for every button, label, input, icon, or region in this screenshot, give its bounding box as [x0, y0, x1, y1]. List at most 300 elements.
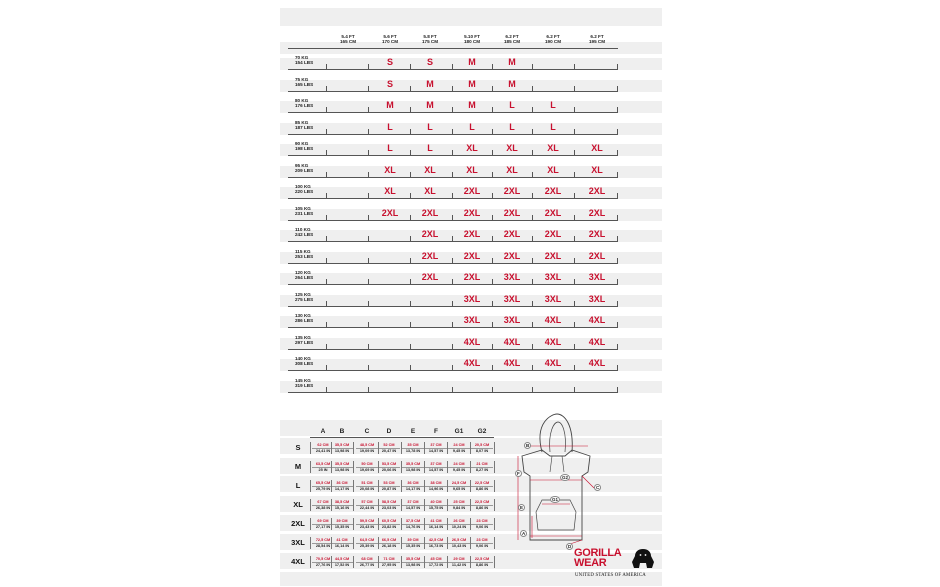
- measure-cm: 65,5 CM: [315, 481, 331, 485]
- measure-cm: 44,5 CM: [334, 557, 350, 561]
- column-tick: [368, 150, 369, 156]
- size-cell: S: [386, 78, 393, 89]
- weight-kg: 130 KG: [295, 313, 311, 318]
- measure-in: 26,38 IN: [312, 505, 334, 511]
- measure-cm: 37 CM: [430, 462, 442, 466]
- size-cell: 2XL: [421, 207, 439, 218]
- measure-in: 20,47 IN: [378, 448, 400, 454]
- weight-label: [295, 249, 313, 260]
- size-cell: L: [509, 100, 515, 110]
- column-tick: [617, 64, 618, 70]
- measure-cm: 60,5 CM: [381, 519, 397, 523]
- diagram-label: G2: [562, 475, 569, 480]
- column-tick: [574, 150, 575, 156]
- size-cell: XL: [547, 164, 559, 175]
- row-rule: [288, 91, 618, 92]
- column-tick: [617, 107, 618, 113]
- measure-cm: 35,5 CM: [334, 443, 350, 447]
- weight-label: [295, 227, 313, 238]
- size-cell: M: [468, 57, 476, 67]
- measure-cm: 35,5 CM: [334, 462, 350, 466]
- height-ft: 5.10 FT: [464, 34, 480, 39]
- row-rule: [288, 134, 618, 135]
- measure-cell: [378, 538, 400, 549]
- row-rule: [288, 241, 618, 242]
- measure-cm: 64,5 CM: [359, 538, 375, 542]
- column-tick: [617, 322, 618, 328]
- size-cell: 2XL: [544, 186, 562, 196]
- column-tick: [574, 365, 575, 371]
- row-stripe: [280, 8, 662, 26]
- weight-label: [295, 184, 313, 195]
- measure-cm: 35,5 CM: [405, 557, 421, 561]
- size-cell: 2XL: [503, 186, 521, 196]
- size-cell: 2XL: [463, 250, 481, 261]
- measure-cell: [356, 481, 378, 492]
- column-tick: [410, 344, 411, 350]
- measure-cm: 38 CM: [430, 481, 442, 485]
- column-tick: [574, 172, 575, 178]
- measure-cell: [471, 443, 493, 454]
- measure-header: F: [434, 428, 438, 435]
- measure-cell: [448, 443, 470, 454]
- column-tick: [368, 129, 369, 135]
- column-tick: [326, 236, 327, 242]
- measure-size: M: [294, 462, 302, 471]
- measure-cm: 22,5 CM: [474, 557, 490, 561]
- measure-in: 22,44 IN: [356, 505, 378, 511]
- measure-cell: [471, 500, 493, 511]
- measure-separator: [331, 461, 332, 473]
- measure-in: 13,78 IN: [402, 448, 424, 454]
- measure-separator: [494, 556, 495, 568]
- size-cell: 2XL: [588, 186, 606, 196]
- measure-cm: 67 CM: [317, 500, 329, 504]
- measure-separator: [401, 518, 402, 530]
- measure-cm: 37 CM: [407, 500, 419, 504]
- measure-cell: [402, 462, 424, 473]
- size-cell: 4XL: [544, 315, 562, 325]
- size-cell: M: [426, 100, 434, 110]
- column-tick: [617, 215, 618, 221]
- weight-kg: 120 KG: [295, 270, 311, 275]
- column-tick: [368, 322, 369, 328]
- column-tick: [326, 322, 327, 328]
- column-tick: [617, 387, 618, 393]
- weight-kg: 105 KG: [295, 205, 311, 211]
- weight-lbs: 275 LBS: [295, 296, 314, 302]
- measure-size: S: [295, 443, 301, 452]
- size-cell: 2XL: [588, 250, 606, 261]
- measure-cell: [425, 538, 447, 549]
- height-ft: 5.4 FT: [341, 34, 355, 39]
- measure-cell: [331, 519, 353, 530]
- column-tick: [368, 344, 369, 350]
- measure-cm: 59,5 CM: [359, 519, 375, 523]
- size-cell: XL: [384, 164, 396, 175]
- column-tick: [617, 236, 618, 242]
- weight-lbs: 242 LBS: [295, 232, 314, 238]
- weight-label: [295, 270, 313, 281]
- row-rule: [288, 370, 618, 371]
- size-cell: L: [427, 143, 433, 153]
- size-cell: 2XL: [463, 186, 481, 196]
- column-tick: [574, 86, 575, 92]
- size-cell: 2XL: [421, 250, 439, 261]
- size-cell: 2XL: [381, 207, 399, 218]
- measure-cm: 36 CM: [336, 481, 348, 485]
- column-tick: [574, 322, 575, 328]
- row-rule: [288, 263, 618, 264]
- measure-header: B: [339, 428, 345, 435]
- column-tick: [368, 258, 369, 264]
- measure-cm: 66,5 CM: [381, 538, 397, 542]
- measure-cm: 41 CM: [430, 519, 442, 523]
- column-tick: [410, 322, 411, 328]
- measure-in: 20,87 IN: [378, 486, 400, 492]
- measure-cm: 53 CM: [383, 481, 395, 485]
- measure-cm: 20,5 CM: [474, 443, 490, 447]
- size-cell: L: [427, 121, 433, 132]
- measure-in: 11,42 IN: [448, 562, 470, 568]
- measure-in: 25,79 IN: [312, 486, 334, 492]
- diagram-label: G1: [552, 497, 559, 502]
- height-cm: 165 CM: [339, 39, 357, 45]
- measure-in: 25,39 IN: [356, 543, 378, 549]
- size-cell: S: [386, 57, 393, 67]
- weight-kg: 90 KG: [295, 141, 309, 146]
- column-tick: [326, 387, 327, 393]
- measure-header: G2: [477, 428, 487, 435]
- height-cm: 190 CM: [544, 39, 562, 45]
- measure-separator: [470, 518, 471, 530]
- size-cell: M: [386, 100, 394, 110]
- measure-cm: 26 CM: [453, 519, 465, 523]
- measure-separator: [424, 518, 425, 530]
- measure-separator: [353, 518, 354, 530]
- measure-header: G1: [454, 428, 464, 435]
- measure-cell: [425, 519, 447, 530]
- measure-cell: [331, 557, 353, 568]
- weight-lbs: 253 LBS: [295, 253, 314, 259]
- measure-in: 9,06 IN: [471, 524, 493, 530]
- measure-cell: [425, 481, 447, 492]
- measure-in: 19,09 IN: [356, 448, 378, 454]
- measure-cell: [356, 519, 378, 530]
- row-rule: [288, 306, 618, 307]
- column-tick: [368, 172, 369, 178]
- measure-cell: [331, 443, 353, 454]
- size-cell: 2XL: [463, 272, 481, 282]
- row-rule: [288, 392, 618, 393]
- height-header: [452, 34, 492, 44]
- size-cell: 4XL: [588, 336, 606, 347]
- height-header: [577, 34, 617, 44]
- height-cm: 195 CM: [588, 39, 606, 45]
- diagram-label: B: [526, 443, 530, 448]
- size-cell: 4XL: [544, 358, 562, 368]
- measure-cm: 37 CM: [430, 443, 442, 447]
- row-rule: [288, 284, 618, 285]
- column-tick: [452, 387, 453, 393]
- measure-in: 19,69 IN: [356, 467, 378, 473]
- measure-separator: [310, 499, 311, 511]
- measure-cm: 24 CM: [453, 443, 465, 447]
- measure-separator: [331, 442, 332, 454]
- measure-in: 8,86 IN: [471, 486, 493, 492]
- measure-cell: [448, 462, 470, 473]
- measure-cell: [425, 462, 447, 473]
- size-cell: M: [426, 78, 434, 89]
- measure-separator: [401, 499, 402, 511]
- column-tick: [574, 236, 575, 242]
- column-tick: [368, 236, 369, 242]
- size-cell: XL: [384, 186, 396, 196]
- column-tick: [617, 86, 618, 92]
- weight-lbs: 176 LBS: [295, 103, 314, 109]
- measure-separator: [401, 442, 402, 454]
- column-tick: [326, 150, 327, 156]
- column-tick: [326, 365, 327, 371]
- measure-cm: 38,5 CM: [334, 500, 350, 504]
- measure-in: 17,72 IN: [425, 562, 447, 568]
- measure-cell: [356, 538, 378, 549]
- row-rule: [288, 327, 618, 328]
- measure-cm: 25 CM: [453, 500, 465, 504]
- size-cell: 2XL: [544, 250, 562, 261]
- size-cell: M: [468, 78, 476, 89]
- size-cell: 2XL: [588, 229, 606, 239]
- measure-separator: [494, 537, 495, 549]
- column-tick: [368, 301, 369, 307]
- size-cell: 2XL: [503, 229, 521, 239]
- logo-subtitle: UNITED STATES OF AMERICA: [575, 573, 646, 578]
- size-cell: XL: [424, 164, 436, 175]
- measure-cell: [448, 519, 470, 530]
- measure-in: 23,82 IN: [378, 524, 400, 530]
- measure-in: 25 IN: [312, 467, 334, 473]
- column-tick: [326, 279, 327, 285]
- measure-in: 15,75 IN: [425, 505, 447, 511]
- measure-separator: [331, 499, 332, 511]
- measure-cell: [356, 443, 378, 454]
- measure-separator: [378, 556, 379, 568]
- height-cm: 175 CM: [421, 39, 439, 45]
- measure-cell: [331, 462, 353, 473]
- measure-in: 13,98 IN: [402, 562, 424, 568]
- measure-in: 9,84 IN: [448, 505, 470, 511]
- height-header: [533, 34, 573, 44]
- size-cell: M: [508, 57, 516, 67]
- weight-label: [295, 292, 313, 303]
- measure-separator: [353, 442, 354, 454]
- measure-cell: [471, 481, 493, 492]
- measure-separator: [353, 480, 354, 492]
- logo-line-1: GORILLA: [574, 547, 622, 559]
- height-ft: 6.2 FT: [590, 34, 604, 39]
- measure-in: 27,17 IN: [312, 524, 334, 530]
- measure-in: 13,98 IN: [331, 448, 353, 454]
- measure-cm: 48,5 CM: [359, 443, 375, 447]
- height-cm: 185 CM: [503, 39, 521, 45]
- measure-separator: [470, 442, 471, 454]
- weight-kg: 70 KG: [295, 55, 309, 60]
- measure-cm: 22,5 CM: [474, 500, 490, 504]
- weight-lbs: 198 LBS: [295, 146, 314, 152]
- measure-cell: [356, 500, 378, 511]
- measure-separator: [424, 480, 425, 492]
- measure-in: 8,07 IN: [471, 448, 493, 454]
- column-tick: [574, 279, 575, 285]
- column-tick: [410, 301, 411, 307]
- column-tick: [368, 107, 369, 113]
- weight-lbs: 319 LBS: [295, 382, 314, 388]
- height-header: [370, 34, 410, 44]
- measure-cell: [402, 557, 424, 568]
- measure-in: 10,24 IN: [448, 524, 470, 530]
- weight-kg: 110 KG: [295, 227, 311, 232]
- measure-in: 14,57 IN: [425, 467, 447, 473]
- size-cell: 2XL: [544, 229, 562, 239]
- measure-separator: [310, 461, 311, 473]
- measure-cm: 35 CM: [407, 443, 419, 447]
- measure-in: 9,06 IN: [471, 543, 493, 549]
- weight-label: [295, 206, 313, 217]
- measure-cell: [331, 500, 353, 511]
- hoodie-outline-icon: [512, 412, 640, 548]
- weight-kg: 145 KG: [295, 377, 311, 383]
- measure-separator: [424, 556, 425, 568]
- weight-label: [295, 335, 313, 346]
- measure-separator: [378, 537, 379, 549]
- measure-cm: 40 CM: [430, 500, 442, 504]
- measure-cm: 24 CM: [453, 462, 465, 466]
- diagram-label: D: [568, 544, 572, 549]
- measure-cell: [356, 557, 378, 568]
- height-header: [328, 34, 368, 44]
- size-cell: XL: [466, 164, 478, 175]
- size-cell: 4XL: [588, 315, 606, 325]
- column-tick: [617, 129, 618, 135]
- size-cell: L: [550, 100, 556, 110]
- measure-cell: [402, 443, 424, 454]
- measure-in: 10,43 IN: [448, 543, 470, 549]
- weight-lbs: 220 LBS: [295, 189, 314, 195]
- measure-in: 16,14 IN: [425, 524, 447, 530]
- size-cell: M: [468, 100, 476, 110]
- measure-cm: 58,5 CM: [381, 500, 397, 504]
- measure-separator: [378, 499, 379, 511]
- measure-separator: [447, 499, 448, 511]
- measure-separator: [378, 442, 379, 454]
- size-cell: 3XL: [544, 272, 562, 282]
- size-cell: XL: [591, 143, 603, 153]
- weight-kg: 80 KG: [295, 98, 309, 103]
- measure-separator: [310, 537, 311, 549]
- measure-separator: [401, 480, 402, 492]
- column-tick: [326, 86, 327, 92]
- measure-in: 23,43 IN: [356, 524, 378, 530]
- measure-separator: [401, 556, 402, 568]
- measure-in: 16,73 IN: [425, 543, 447, 549]
- weight-label: [295, 313, 313, 324]
- column-tick: [326, 344, 327, 350]
- size-cell: L: [469, 121, 475, 132]
- measure-in: 14,76 IN: [402, 524, 424, 530]
- measure-cm: 21 CM: [476, 462, 488, 466]
- brand-logo: [574, 548, 658, 584]
- measure-in: 27,95 IN: [378, 562, 400, 568]
- measure-cm: 24,5 CM: [451, 481, 467, 485]
- measure-cm: 57 CM: [361, 500, 373, 504]
- measure-cell: [331, 481, 353, 492]
- size-cell: 2XL: [544, 207, 562, 218]
- row-rule: [288, 112, 618, 113]
- weight-lbs: 187 LBS: [295, 124, 314, 130]
- measure-cm: 50 CM: [361, 462, 373, 466]
- column-tick: [368, 387, 369, 393]
- weight-lbs: 286 LBS: [295, 318, 314, 324]
- measure-cm: 45 CM: [430, 557, 442, 561]
- size-cell: 2XL: [588, 207, 606, 218]
- measure-separator: [331, 556, 332, 568]
- measure-in: 27,76 IN: [312, 562, 334, 568]
- measure-size: XL: [293, 500, 303, 509]
- weight-label: [295, 120, 313, 131]
- measure-in: 17,52 IN: [331, 562, 353, 568]
- measure-header: A: [320, 428, 326, 435]
- measure-cell: [471, 538, 493, 549]
- measure-cm: 51 CM: [361, 481, 373, 485]
- height-ft: 5.6 FT: [383, 34, 397, 39]
- measure-cm: 63,5 CM: [315, 462, 331, 466]
- measure-cell: [378, 557, 400, 568]
- size-cell: L: [509, 121, 515, 132]
- measure-cm: 41 CM: [336, 538, 348, 542]
- measure-in: 20,08 IN: [356, 486, 378, 492]
- column-tick: [532, 64, 533, 70]
- column-tick: [574, 215, 575, 221]
- size-cell: 3XL: [588, 272, 606, 282]
- measure-cell: [402, 538, 424, 549]
- measure-in: 15,35 IN: [402, 543, 424, 549]
- measure-cell: [378, 481, 400, 492]
- measure-size: 2XL: [291, 519, 305, 528]
- weight-kg: 85 KG: [295, 119, 309, 125]
- measure-size: L: [295, 481, 301, 490]
- weight-kg: 95 KG: [295, 162, 309, 168]
- measure-cm: 26,5 CM: [451, 538, 467, 542]
- measure-in: 26,18 IN: [378, 543, 400, 549]
- weight-lbs: 308 LBS: [295, 361, 314, 367]
- measure-cell: [378, 500, 400, 511]
- measure-cm: 35,5 CM: [405, 462, 421, 466]
- column-tick: [574, 258, 575, 264]
- measure-cell: [402, 481, 424, 492]
- measure-in: 14,57 IN: [425, 448, 447, 454]
- column-tick: [326, 107, 327, 113]
- header-rule: [288, 48, 618, 49]
- weight-kg: 125 KG: [295, 291, 311, 297]
- column-tick: [574, 193, 575, 199]
- weight-kg: 115 KG: [295, 248, 311, 254]
- column-tick: [368, 215, 369, 221]
- column-tick: [574, 129, 575, 135]
- column-tick: [617, 279, 618, 285]
- measure-separator: [424, 537, 425, 549]
- column-tick: [574, 64, 575, 70]
- measure-header: D: [386, 428, 392, 435]
